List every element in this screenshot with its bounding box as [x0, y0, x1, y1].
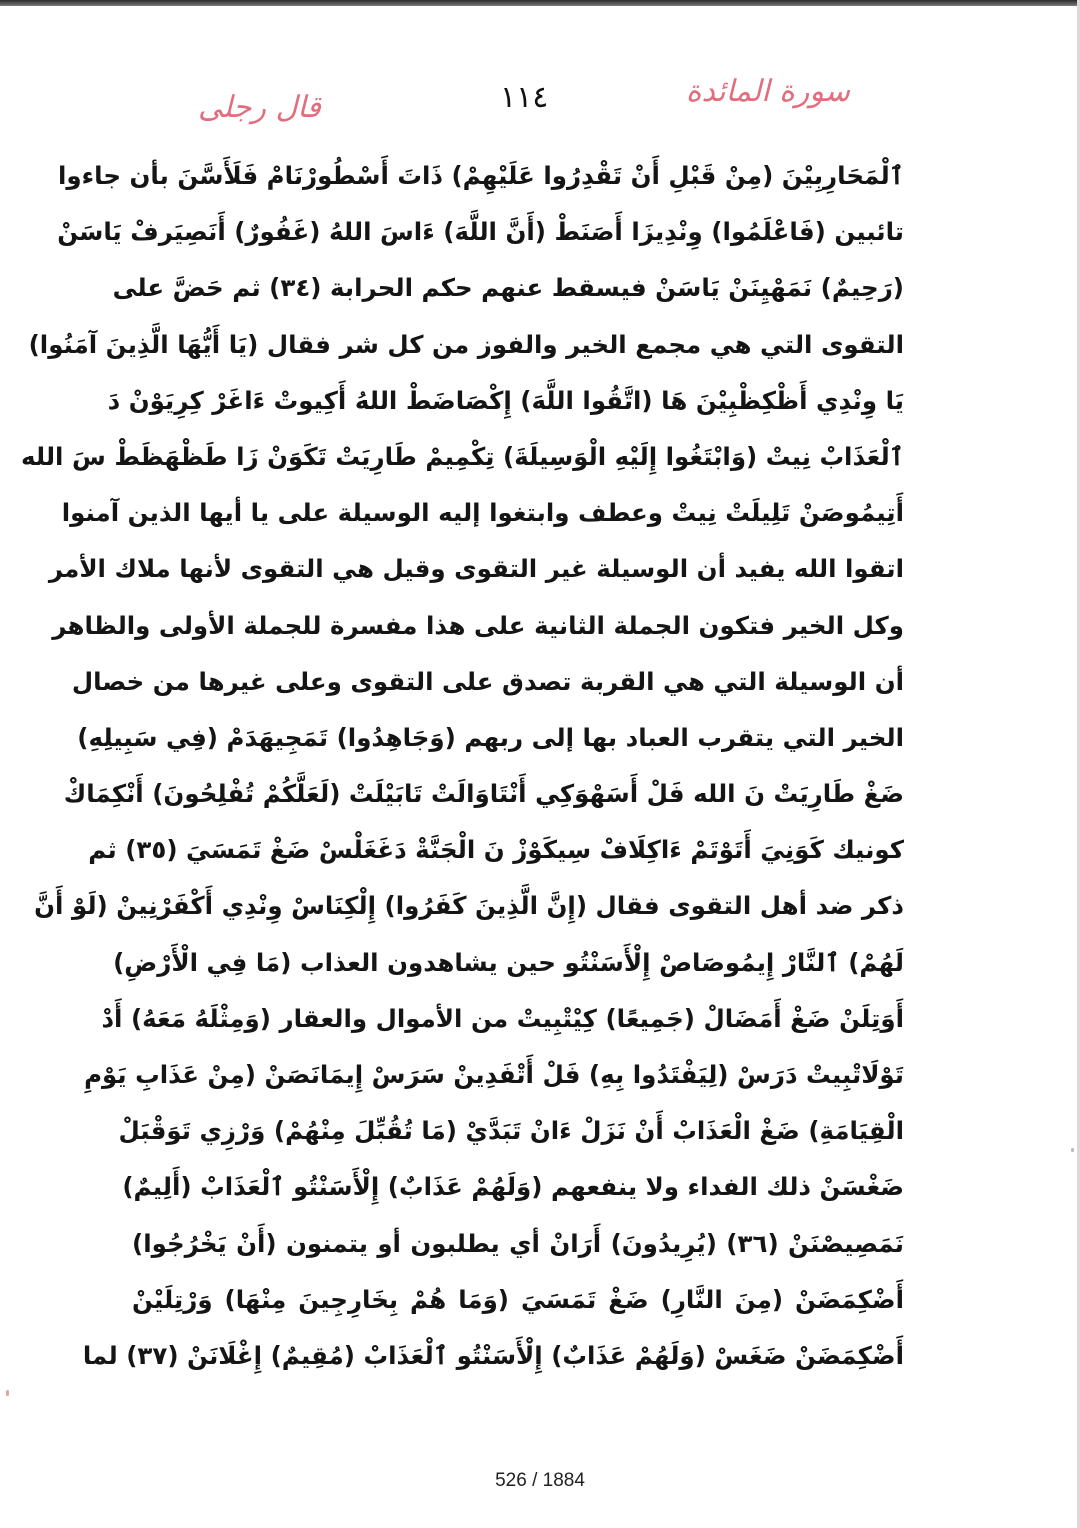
margin-speck-right	[1071, 1148, 1074, 1152]
text-line-20: نَمَصِيصْنَنْ (٣٦) (يُرِيدُونَ) أَرَانْ أي يطلبون أو يتمنون (أَنْ يَخْرُجُوا)	[132, 1228, 904, 1258]
text-line-12: ضَغْ طَارِيَتْ نَ الله فَلْ أَسَهْوَكِي أَنْتَاوَالَتْ تَابَيْلَتْ (لَعَلَّكُمْ تُفْلِحُونَ) أَنْكِمَاكْ	[63, 779, 904, 809]
text-line-17: تَوْلَاتْبِيتْ دَرَسْ (لِيَفْتَدُوا بِهِ) فَلْ أَتْفَدِينْ سَرَسْ إِيمَانَصَنْ (مِنْ عَذَابِ يَوْمِ	[84, 1060, 904, 1089]
text-line-15: لَهُمْ) ٱلنَّارْ إِيمُوصَاصْ إِلْأَسَنْتُو حين يشاهدون العذاب (مَا فِي الْأَرْضِ)	[113, 947, 904, 977]
text-line-8: اتقوا الله يفيد أن الوسيلة غير التقوى وقيل هي التقوى لأنها ملاك الأمر	[48, 554, 904, 584]
text-line-2: تائبين (فَاعْلَمُوا) وِنْدِيزَا أَصَنَطْ (أَنَّ اللَّهَ) ءَاسَ اللهُ (غَفُورٌ) أَنَصِيَرفْ يَاسَنْ	[57, 217, 904, 247]
scan-top-edge	[0, 0, 1080, 6]
text-line-3: (رَحِيمٌ) نَمَهْيِنَنْ يَاسَنْ فيسقط عنهم حكم الحرابة (٣٤) ثم حَضَّ على	[112, 273, 904, 303]
text-line-10: أن الوسيلة التي هي القربة تصدق على التقوى وعلى غيرها من خصال	[71, 666, 904, 696]
text-line-19: ضَغْسَنْ ذلك الفداء ولا ينفعهم (وَلَهُمْ عَذَابٌ) إِلْأَسَنْتُو ٱلْعَذَابْ (أَلِيمٌ)	[122, 1172, 904, 1202]
text-line-4: التقوى التي هي مجمع الخير والفوز من كل شر فقال (يَا أَيُّهَا الَّذِينَ آمَنُوا)	[28, 329, 904, 359]
text-line-7: أَتِيمُوصَنْ تَلِيلَتْ نِيتْ وعطف وابتغوا إليه الوسيلة على يا أيها الذين آمنوا	[61, 498, 904, 528]
text-line-16: أَوَتِلَنْ ضَغْ أَمَضَالْ (جَمِيعًا) كِيْتْبِيتْ من الأموال والعقار (وَمِثْلَهُ مَعَهُ) أَدْ	[101, 1003, 904, 1033]
text-line-18: الْقِيَامَةِ) ضَغْ الْعَذَابْ أَنْ نَزَلْ ءَانْ تَبَدَّيْ (مَا تُقُبِّلَ مِنْهُمْ) وَرْزِي تَوَقْبَلْ	[118, 1116, 904, 1146]
text-line-6: ٱلْعَذَابْ نِيتْ (وَابْتَغُوا إِلَيْهِ الْوَسِيلَةَ) تِكْمِيمْ طَارِيَتْ تَكَوَنْ زَا طَظْهَظَطْ سَ الله	[21, 441, 904, 471]
page-number: ١١٤	[500, 80, 549, 115]
margin-speck	[6, 1390, 9, 1396]
handwritten-note: قال رجلى	[198, 90, 321, 125]
text-line-13: كونيك كَوَنِيَ أَتَوْتَمْ ءَاكِلَافْ سِيكَوْزْ نَ الْجَنَّةْ دَغَغَلْسْ ضَغْ تَمَسَيَ (٣٥) ثم	[88, 835, 904, 865]
page-header	[150, 70, 910, 130]
text-line-9: وكل الخير فتكون الجملة الثانية على هذا مفسرة للجملة الأولى والظاهر	[52, 610, 904, 640]
text-line-14: ذكر ضد أهل التقوى فقال (إِنَّ الَّذِينَ كَفَرُوا) إِلْكِنَاسْ وِنْدِي أَكْفَرْنِينْ (لَوْ أَنَّ	[34, 891, 904, 921]
text-line-11: الخير التي يتقرب العباد بها إلى ربهم (وَجَاهِدُوا) تَمَجِيهَدَمْ (فِي سَبِيلِهِ)	[77, 722, 904, 752]
text-line-22: أَضْكِمَضَنْ ضَغَسْ (وَلَهُمْ عَذَابٌ) إِلْأَسَنْتُو ٱلْعَذَابْ (مُقِيمٌ) إِغْلَانَنْ (٣٧) لما	[82, 1340, 904, 1370]
page-counter: 526 / 1884	[495, 1470, 585, 1491]
tafsir-body	[21, 148, 904, 1384]
surah-name-handwritten: سورة المائدة	[685, 74, 850, 109]
text-line-1: ٱلْمَحَارِبِيْنَ (مِنْ قَبْلِ أَنْ تَقْدِرُوا عَلَيْهِمْ) ذَاتَ أَسْطُورْنَامْ فَلَأَسَّنَ بأن جاءوا	[57, 161, 904, 190]
text-line-21: أَضْكِمَضَنْ (مِنَ النَّارِ) ضَغْ تَمَسَيَ (وَمَا هُمْ بِخَارِجِينَ مِنْهَا) وَرْتِلَيْنْ	[132, 1284, 904, 1314]
text-line-5: يَا وِنْدِي أَظْكِظْبِيْنَ هَا (اتَّقُوا اللَّهَ) إِكْصَاضَطْ اللهُ أَكِيوتْ ءَاغَرْ كِرِيَوْنْ دَ	[107, 385, 904, 415]
